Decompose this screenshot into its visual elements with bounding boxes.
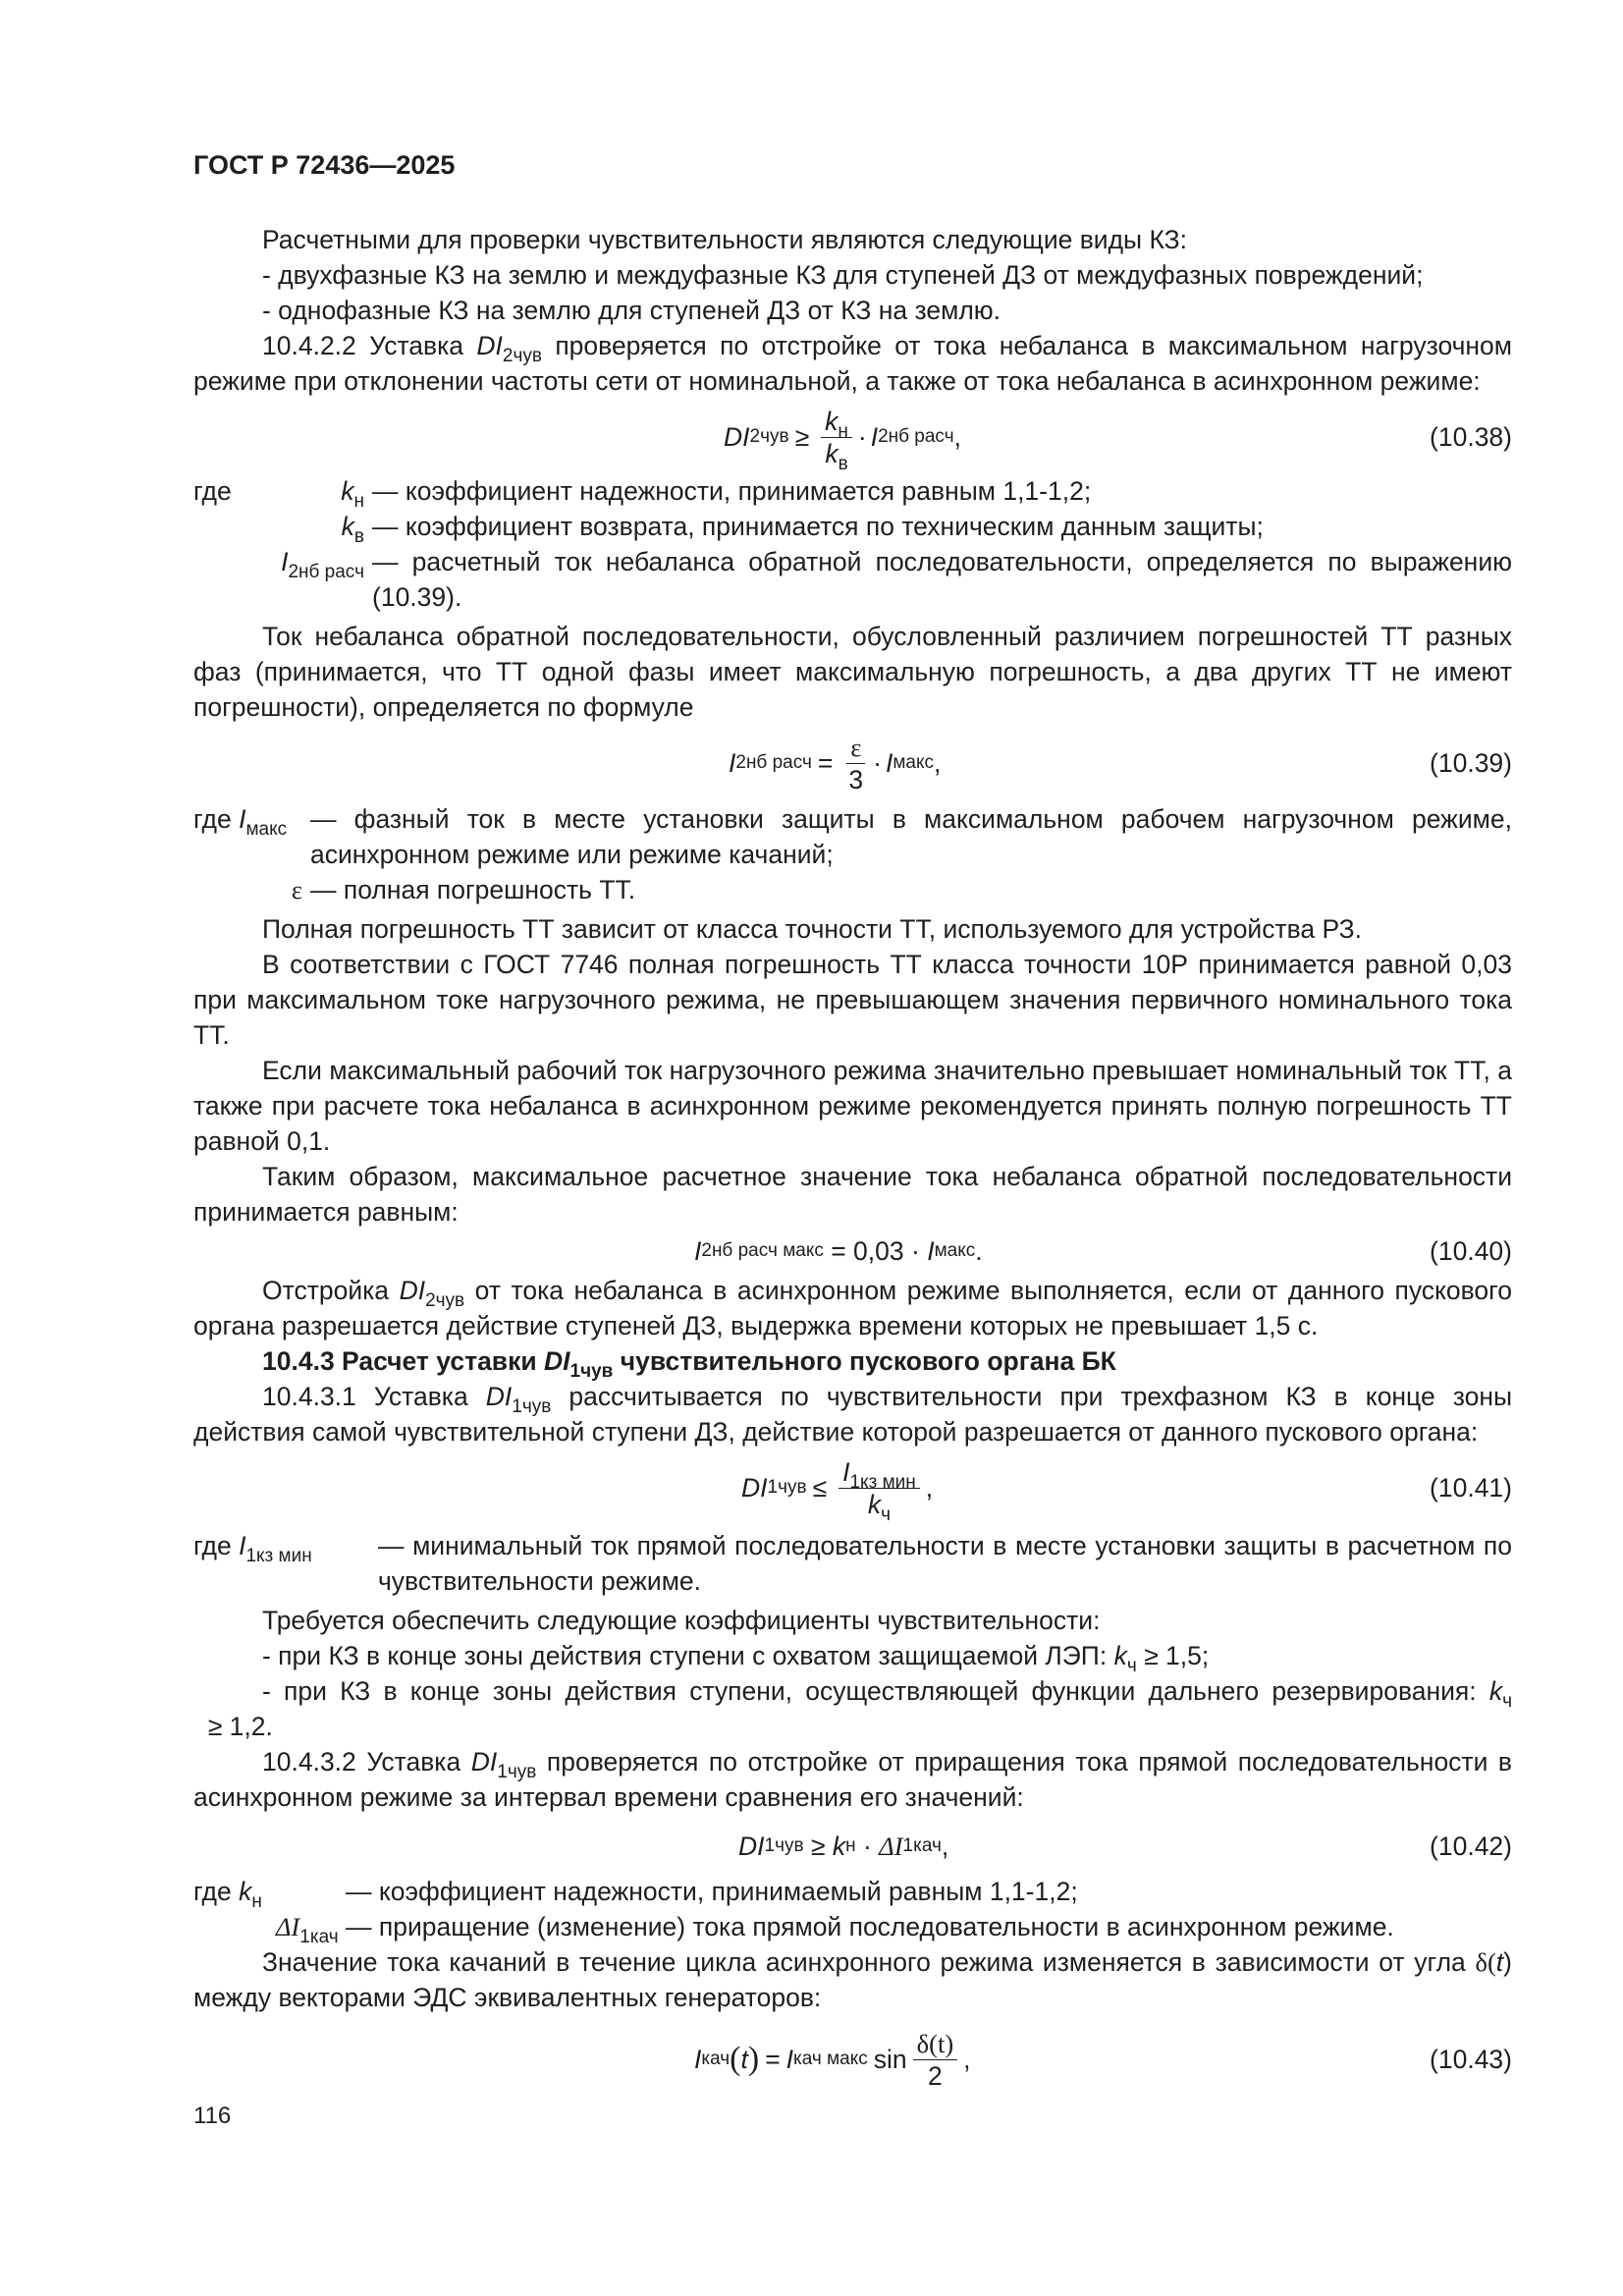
fraction: $\frac{\varepsilon}{3}$ (844, 732, 867, 795)
fraction: $\frac{k_н}{k_в}$ (821, 406, 852, 469)
formula-body: I кач ( t ) = I кач макс sin $\frac{\delta(t)}{2}$ , (694, 2028, 971, 2091)
formula-body: I 2нб расч макс = 0,03 · I макс . (694, 1236, 983, 1266)
paragraph: Ток небаланса обратной последовательности, обусловленный различием погрешностей ТТ разных фаз (принимается, что ТТ одной фазы имеет максимальную погрешность, а два других ТТ не имеют погрешности), определяется по формуле (193, 622, 1512, 722)
equation-number: (10.40) (1430, 1236, 1512, 1266)
standard-header: ГОСТ Р 72436—2025 (193, 150, 456, 180)
page-number: 116 (193, 2103, 232, 2129)
list-item: - при КЗ в конце зоны действия ступени, осуществляющей функции дальнего резервирования: $k_ч \ge 1,2$. (193, 1676, 1512, 1741)
paragraph: Значение тока качаний в течение цикла асинхронного режима изменяется в зависимости от угла δ(t) между векторами ЭДС эквивалентных генераторов: (193, 1947, 1512, 2012)
formula-body: DI 1чув ≥ k н · ΔI 1кач , (738, 1831, 949, 1861)
paragraph: В соответствии с ГОСТ 7746 полная погрешность ТТ класса точности 10Р принимается равной 0,03 при максимальном токе нагрузочного режима, не превышающем значения первичного номинального тока ТТ. (193, 950, 1512, 1050)
where-block-10-41: где $I_{1кз мин}$ — минимальный ток прямой последовательности в месте установки защиты в расчетном по чувствительности режиме. (193, 1531, 1512, 1596)
formula-body: DI 1чув ≤ $\frac{I_{1кз мин}}{k_ч}$ , (741, 1456, 934, 1525)
list-item: - при КЗ в конце зоны действия ступени с охватом защищаемой ЛЭП: $k_ч \ge 1,5$; (262, 1641, 1210, 1676)
fraction: $\frac{\delta(t)}{2}$ (913, 2028, 958, 2092)
paragraph: Полная погрешность ТТ зависит от класса точности ТТ, используемого для устройства РЗ. (262, 914, 1362, 944)
where-block-10-39: где $I_{макс}$ — фазный ток в месте установки защиты в максимальном рабочем нагрузочном режиме, асинхронном режиме или режиме качаний; ε — полная погрешность ТТ. (193, 804, 1512, 904)
formula-10-41 (193, 1453, 1512, 1525)
formula-10-42 (193, 1825, 1512, 1868)
equation-number: (10.43) (1430, 2045, 1512, 2074)
paragraph: Требуется обеспечить следующие коэффициенты чувствительности: (262, 1606, 1101, 1635)
formula-10-38 (193, 403, 1512, 474)
paragraph: Таким образом, максимальное расчетное значение тока небаланса обратной последовательности принимается равным: (193, 1162, 1512, 1227)
equation-number: (10.41) (1430, 1473, 1512, 1503)
clause-10-4-3-1: 10.4.3.1 Уставка $DI_{1чув}$ рассчитывается по чувствительности при трехфазном КЗ в конце зоны действия самой чувствительной ступени ДЗ, действие которой разрешается от данного пускового органа: (193, 1382, 1512, 1447)
equation-number: (10.38) (1430, 422, 1512, 452)
equation-number: (10.42) (1430, 1831, 1512, 1861)
section-heading-10-4-3: 10.4.3 Расчет уставки $DI_{1чув}$ чувствительного пускового органа БК (262, 1346, 1116, 1382)
formula-10-40 (193, 1230, 1512, 1273)
fraction: $\frac{I_{1кз мин}}{k_ч}$ (839, 1456, 920, 1520)
clause-10-4-2-2: 10.4.2.2 Уставка $DI_{2чув}$ проверяется по отстройке от тока небаланса в максимальном нагрузочном режиме при отклонении частоты сети от номинальной, а также от тока небаланса в асинхронном режиме: (193, 331, 1513, 396)
paragraph: Отстройка $DI_{2чув}$ от тока небаланса в асинхронном режиме выполняется, если от данного пускового органа разрешается действие ступеней ДЗ, выдержка времени которых не превышает 1,5 с. (193, 1276, 1512, 1340)
where-block-10-42: где $k_н$ — коэффициент надежности, принимаемый равным 1,1-1,2; $\Delta I_{1кач}$ — приращение (изменение) тока прямой последовательности в асинхронном режиме. (193, 1877, 1394, 1947)
paragraph: Расчетными для проверки чувствительности являются следующие виды КЗ: (262, 225, 1187, 254)
formula-10-39 (193, 729, 1512, 797)
clause-10-4-3-2: 10.4.3.2 Уставка $DI_{1чув}$ проверяется по отстройке от приращения тока прямой последовательности в асинхронном режиме за интервал времени сравнения его значений: (193, 1747, 1513, 1812)
page-content (193, 222, 1512, 2094)
formula-10-43 (193, 2025, 1512, 2094)
list-item: - двухфазные КЗ на землю и междуфазные КЗ для ступеней ДЗ от междуфазных повреждений; (262, 260, 1424, 290)
formula-body: DI 2чув ≥ $\frac{k_н}{k_в}$ · I 2нб расч , (724, 406, 961, 474)
where-block-10-38: где $k_н$ — коэффициент надежности, принимается равным 1,1-1,2; $k_в$ — коэффициент возврата, принимается по техническим данным защиты; $I_{2нб расч}$ — расчетный ток небаланса обратной последовательности, определяется по выражению (10.39). (193, 476, 1512, 612)
equation-number: (10.39) (1430, 748, 1512, 778)
formula-body: I 2нб расч = $\frac{\varepsilon}{3}$ · I макс , (729, 732, 942, 794)
list-item: - однофазные КЗ на землю для ступеней ДЗ от КЗ на землю. (262, 296, 1001, 325)
paragraph: Если максимальный рабочий ток нагрузочного режима значительно превышает номинальный ток ТТ, а также при расчете тока небаланса в асинхронном режиме рекомендуется принять полную погрешность ТТ равной 0,1. (193, 1056, 1512, 1156)
